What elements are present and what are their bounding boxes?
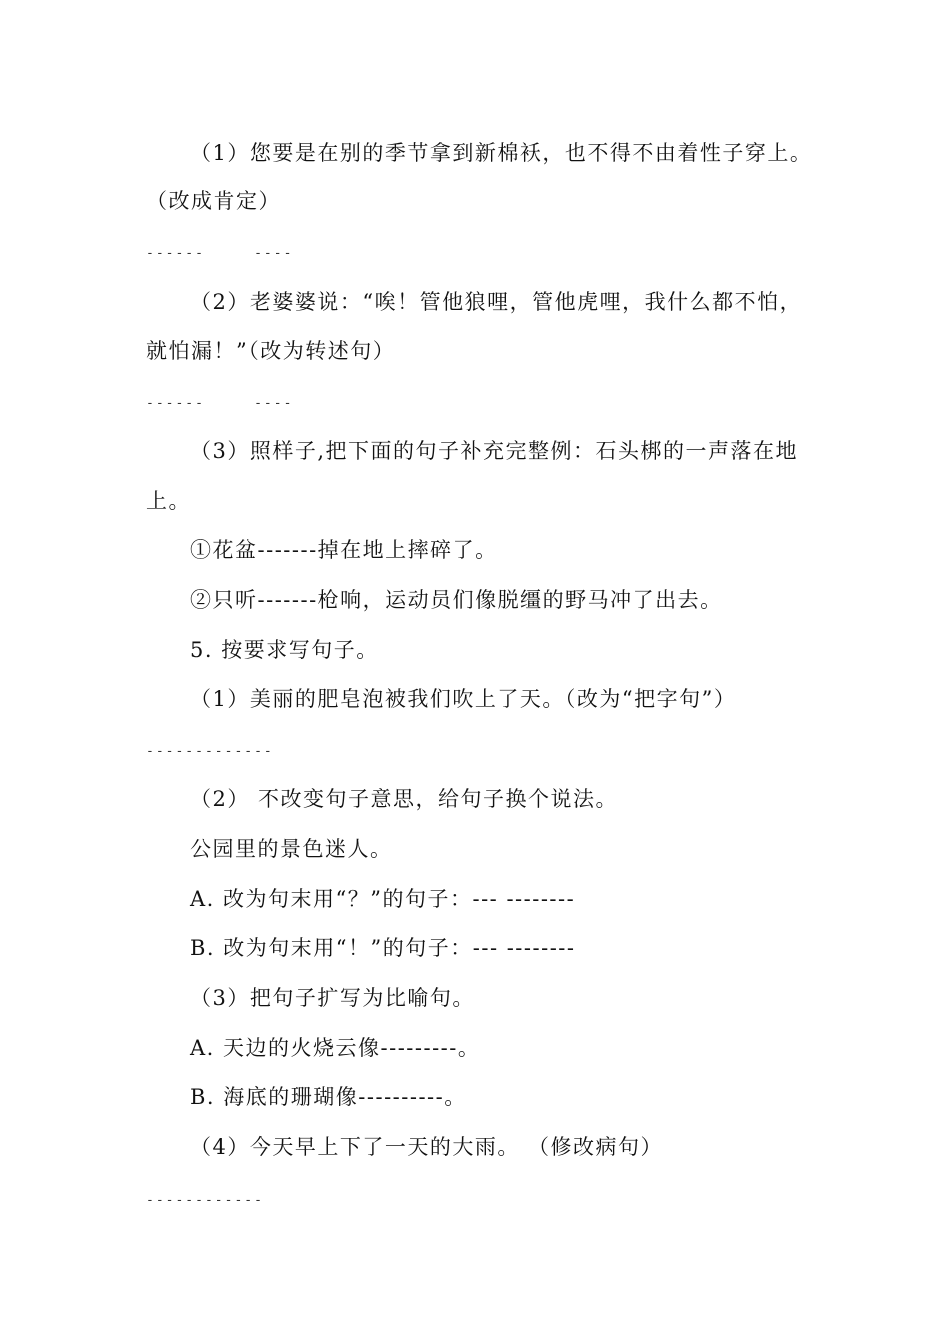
question-3-item-1: ①花盆-------掉在地上摔碎了。 bbox=[190, 538, 498, 562]
section-5-question-1-answer-blank: ------------- bbox=[146, 744, 274, 759]
section-5-question-4-answer-blank: ------------ bbox=[146, 1193, 264, 1208]
question-2-line-1: （2）老婆婆说：“唉！管他狼哩，管他虎哩，我什么都不怕， bbox=[190, 290, 803, 314]
section-5-question-2: （2） 不改变句子意思，给句子换个说法。 bbox=[190, 787, 619, 811]
question-1-line-1: （1）您要是在别的季节拿到新棉袄，也不得不由着性子穿上。 bbox=[190, 141, 813, 165]
section-5-question-2-option-a: A. 改为句末用“？”的句子：--- -------- bbox=[190, 887, 576, 911]
section-5-question-4: （4）今天早上下了一天的大雨。 （修改病句） bbox=[190, 1135, 664, 1159]
question-1-line-2: （改成肯定） bbox=[146, 189, 281, 213]
section-5-question-3-option-b: B. 海底的珊瑚像----------。 bbox=[190, 1085, 467, 1109]
question-2-answer-blank: ------ ---- bbox=[146, 396, 294, 411]
section-5-title: 5. 按要求写句子。 bbox=[190, 638, 379, 662]
question-1-answer-blank: ------ ---- bbox=[146, 246, 294, 261]
section-5-question-2-option-b: B. 改为句末用“！”的句子：--- -------- bbox=[190, 936, 576, 960]
section-5-question-1: （1）美丽的肥皂泡被我们吹上了天。（改为“把字句”） bbox=[190, 687, 737, 711]
section-5-question-3: （3）把句子扩写为比喻句。 bbox=[190, 986, 475, 1010]
question-3-line-2: 上。 bbox=[146, 489, 191, 513]
section-5-question-2-sentence: 公园里的景色迷人。 bbox=[190, 837, 393, 861]
question-3-line-1: （3）照样子,把下面的句子补充完整例：石头梆的一声落在地 bbox=[190, 439, 799, 463]
section-5-question-3-option-a: A. 天边的火烧云像---------。 bbox=[190, 1036, 481, 1060]
question-3-item-2: ②只听-------枪响，运动员们像脱缰的野马冲了出去。 bbox=[190, 588, 723, 612]
question-2-line-2: 就怕漏！”（改为转述句） bbox=[146, 339, 396, 363]
